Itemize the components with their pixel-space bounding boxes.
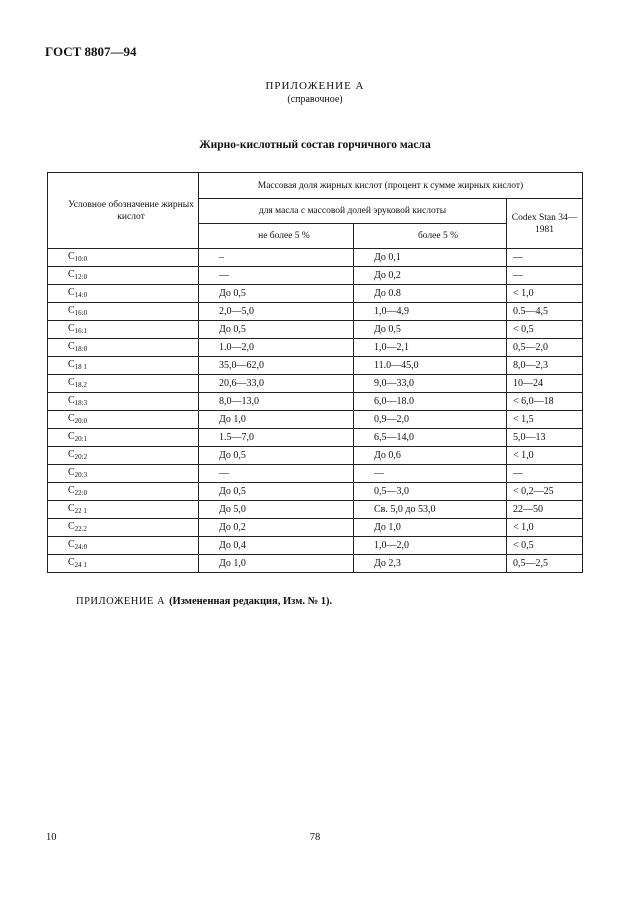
table-row	[48, 303, 583, 321]
value-low-erucic: 1.5—7,0	[199, 429, 354, 447]
acid-letter: C	[68, 538, 75, 550]
acid-symbol	[48, 429, 199, 447]
value-high-erucic: 6,5—14,0	[354, 429, 507, 447]
value-low-erucic: До 1,0	[199, 411, 354, 429]
value-high-erucic: До 0,5	[354, 321, 507, 339]
acid-index: 12:0	[74, 272, 88, 281]
value-low-erucic: До 0,4	[199, 537, 354, 555]
table-row	[48, 249, 583, 267]
value-codex: 5,0—13	[507, 429, 583, 447]
acid-symbol	[48, 411, 199, 429]
acid-symbol	[48, 267, 199, 285]
acid-letter: C	[68, 286, 75, 298]
amendment-note	[76, 596, 332, 607]
acid-letter: C	[68, 412, 75, 424]
value-codex: < 1,0	[507, 519, 583, 537]
value-low-erucic: —	[199, 267, 354, 285]
acid-symbol	[48, 447, 199, 465]
table-row	[48, 285, 583, 303]
acid-index: 18:3	[74, 398, 88, 407]
acid-index: 16:1	[74, 326, 88, 335]
acid-index: 24 1	[74, 560, 87, 569]
value-high-erucic: До 2,3	[354, 555, 507, 573]
value-low-erucic: 2,0—5,0	[199, 303, 354, 321]
acid-symbol	[48, 393, 199, 411]
table-title: Жирно-кислотный состав горчичного масла	[199, 139, 431, 151]
table-body	[48, 249, 583, 573]
value-high-erucic: 1,0—2,0	[354, 537, 507, 555]
acid-index: 20:0	[74, 416, 88, 425]
value-high-erucic: До 0,2	[354, 267, 507, 285]
table-row	[48, 411, 583, 429]
value-low-erucic: До 0,5	[199, 483, 354, 501]
table-row	[48, 501, 583, 519]
value-codex: 8,0—2,3	[507, 357, 583, 375]
header-high-erucic: более 5 %	[354, 224, 507, 249]
value-low-erucic: 20,6—33,0	[199, 375, 354, 393]
page-number-left: 10	[46, 832, 57, 843]
acid-letter: C	[68, 448, 75, 460]
acid-letter: C	[68, 484, 75, 496]
table-row	[48, 339, 583, 357]
table-row	[48, 483, 583, 501]
table-row	[48, 357, 583, 375]
table-row	[48, 321, 583, 339]
value-low-erucic: До 0,5	[199, 285, 354, 303]
acid-letter: C	[68, 556, 75, 568]
table-row	[48, 267, 583, 285]
table-row	[48, 555, 583, 573]
value-codex: < 1,5	[507, 411, 583, 429]
header-erucic: для масла с массовой долей эруковой кислоты	[199, 199, 507, 224]
table-row	[48, 537, 583, 555]
header-mass-fraction: Массовая доля жирных кислот (процент к сумме жирных кислот)	[199, 173, 583, 199]
acid-index: 20:1	[74, 434, 88, 443]
value-codex: —	[507, 249, 583, 267]
header-codex: Codex Stan 34—1981	[507, 199, 583, 249]
table-row	[48, 519, 583, 537]
value-high-erucic: До 0.8	[354, 285, 507, 303]
value-low-erucic: До 0,5	[199, 447, 354, 465]
acid-symbol	[48, 357, 199, 375]
value-codex: < 0,5	[507, 321, 583, 339]
acid-index: 24:0	[74, 542, 88, 551]
acid-letter: C	[68, 358, 75, 370]
acid-symbol	[48, 483, 199, 501]
acid-symbol	[48, 303, 199, 321]
acid-symbol	[48, 339, 199, 357]
value-low-erucic: —	[199, 465, 354, 483]
acid-letter: C	[68, 394, 75, 406]
table-row	[48, 465, 583, 483]
acid-index: 18.2	[74, 380, 87, 389]
value-low-erucic: 35,0—62,0	[199, 357, 354, 375]
acid-index: 18:0	[74, 344, 88, 353]
acid-letter: C	[68, 376, 75, 388]
note-label: ПРИЛОЖЕНИЕ А	[76, 596, 166, 607]
acid-letter: C	[68, 430, 75, 442]
value-high-erucic: До 0,6	[354, 447, 507, 465]
acid-letter: C	[68, 520, 75, 532]
value-codex: < 1,0	[507, 285, 583, 303]
acid-index: 16:0	[74, 308, 88, 317]
acid-index: 20:3	[74, 470, 88, 479]
value-codex: 22—50	[507, 501, 583, 519]
value-low-erucic: До 0,2	[199, 519, 354, 537]
acid-symbol	[48, 375, 199, 393]
value-low-erucic: До 1,0	[199, 555, 354, 573]
acid-symbol	[48, 555, 199, 573]
value-high-erucic: 11.0—45,0	[354, 357, 507, 375]
header-low-erucic: не более 5 %	[199, 224, 354, 249]
value-low-erucic: До 0,5	[199, 321, 354, 339]
table-row	[48, 375, 583, 393]
value-high-erucic: 1,0—4,9	[354, 303, 507, 321]
value-high-erucic: 0,5—3,0	[354, 483, 507, 501]
acid-index: 22 1	[74, 506, 87, 515]
acid-symbol	[48, 249, 199, 267]
value-codex: 0,5—2,5	[507, 555, 583, 573]
acid-index: 10:0	[74, 254, 88, 263]
page-number-center: 78	[309, 832, 321, 843]
acid-letter: C	[68, 340, 75, 352]
table-row	[48, 447, 583, 465]
value-low-erucic: –	[199, 249, 354, 267]
value-codex: 0.5—4,5	[507, 303, 583, 321]
value-codex: < 0,5	[507, 537, 583, 555]
value-codex: —	[507, 465, 583, 483]
acid-letter: C	[68, 250, 75, 262]
value-high-erucic: 1,0—2,1	[354, 339, 507, 357]
value-codex: < 0,2—25	[507, 483, 583, 501]
value-codex: < 1,0	[507, 447, 583, 465]
acid-symbol	[48, 465, 199, 483]
table-row	[48, 393, 583, 411]
acid-symbol	[48, 537, 199, 555]
value-low-erucic: До 5,0	[199, 501, 354, 519]
acid-symbol	[48, 501, 199, 519]
note-text: (Измененная редакция, Изм. № 1).	[169, 596, 333, 607]
acid-symbol	[48, 285, 199, 303]
appendix-title: ПРИЛОЖЕНИЕ А	[265, 80, 365, 92]
acid-letter: C	[68, 322, 75, 334]
appendix-subtitle: (справочное)	[287, 94, 343, 105]
acid-index: 20:2	[74, 452, 88, 461]
acid-letter: C	[68, 466, 75, 478]
header-symbol: Условное обозначение жирных кислот	[48, 173, 199, 249]
value-high-erucic: 9,0—33,0	[354, 375, 507, 393]
table-row	[48, 429, 583, 447]
acid-symbol	[48, 321, 199, 339]
document-id: ГОСТ 8807—94	[45, 44, 137, 59]
value-codex: 10—24	[507, 375, 583, 393]
value-high-erucic: 6,0—18.0	[354, 393, 507, 411]
value-high-erucic: До 1,0	[354, 519, 507, 537]
acid-letter: C	[68, 502, 75, 514]
value-codex: < 6,0—18	[507, 393, 583, 411]
value-high-erucic: До 0,1	[354, 249, 507, 267]
acid-index: 22.2	[74, 524, 87, 533]
value-low-erucic: 1.0—2,0	[199, 339, 354, 357]
acid-index: 18 1	[74, 362, 87, 371]
acid-letter: C	[68, 268, 75, 280]
value-codex: —	[507, 267, 583, 285]
value-high-erucic: Св. 5,0 до 53,0	[354, 501, 507, 519]
acid-letter: C	[68, 304, 75, 316]
value-codex: 0,5—2,0	[507, 339, 583, 357]
value-low-erucic: 8,0—13,0	[199, 393, 354, 411]
acid-index: 14:0	[74, 290, 88, 299]
acid-symbol	[48, 519, 199, 537]
value-high-erucic: 0,9—2,0	[354, 411, 507, 429]
value-high-erucic: —	[354, 465, 507, 483]
acid-index: 22:0	[74, 488, 88, 497]
fatty-acid-table	[47, 172, 583, 573]
